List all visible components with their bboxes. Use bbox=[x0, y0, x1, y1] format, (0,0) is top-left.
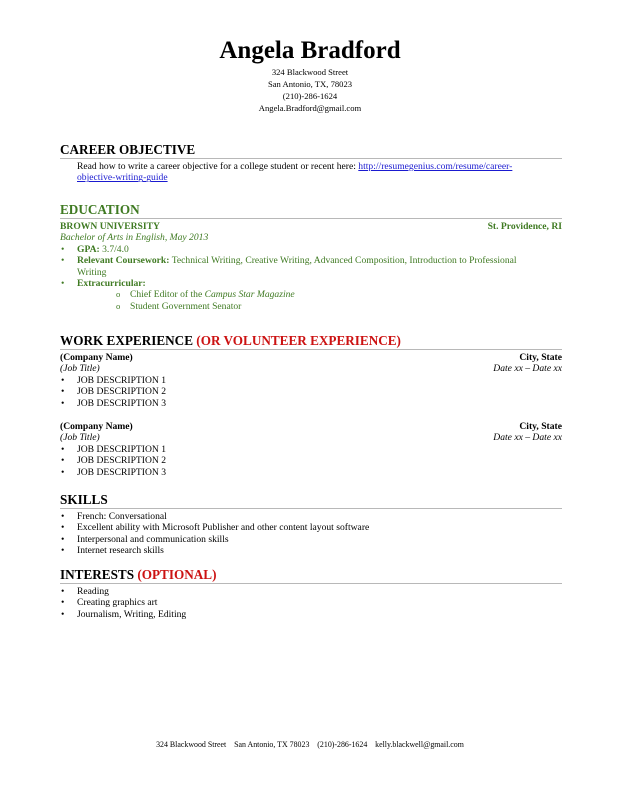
job-description-list bbox=[60, 444, 562, 478]
job-description-list bbox=[60, 375, 562, 409]
interests-heading-optional: (OPTIONAL) bbox=[137, 567, 217, 582]
footer-city: San Antonio, TX 78023 bbox=[234, 740, 310, 749]
job-title-row bbox=[60, 363, 562, 374]
job-description: • JOB DESCRIPTION 2 bbox=[60, 386, 562, 397]
education-section bbox=[60, 202, 562, 312]
skills-heading: SKILLS bbox=[60, 492, 562, 509]
coursework-label: Relevant Coursework: bbox=[77, 255, 170, 267]
interests-heading bbox=[60, 567, 562, 584]
job-description: • JOB DESCRIPTION 1 bbox=[60, 375, 562, 386]
header-email: Angela.Bradford@gmail.com bbox=[258, 103, 362, 113]
work-experience-section bbox=[60, 333, 562, 478]
job-company-row bbox=[60, 421, 562, 432]
footer-street: 324 Blackwood Street bbox=[156, 740, 227, 749]
education-heading: EDUCATION bbox=[60, 202, 562, 219]
work-heading-optional: (OR VOLUNTEER EXPERIENCE) bbox=[196, 333, 401, 348]
job-dates: Date xx – Date xx bbox=[493, 432, 562, 444]
job-title: (Job Title) bbox=[60, 432, 100, 444]
work-experience-heading bbox=[60, 333, 562, 350]
skill-item: • French: Conversational bbox=[60, 511, 562, 522]
coursework-text-cont: Writing bbox=[77, 266, 107, 278]
magazine-name: Campus Star Magazine bbox=[204, 289, 295, 301]
coursework-item bbox=[60, 255, 562, 278]
company-name: (Company Name) bbox=[60, 352, 133, 363]
interest-item: • Creating graphics art bbox=[60, 597, 562, 608]
degree-line: Bachelor of Arts in English, May 2013 bbox=[60, 232, 209, 244]
gpa-item bbox=[60, 244, 562, 255]
gpa-value: 3.7/4.0 bbox=[99, 243, 129, 255]
career-objective-text bbox=[60, 161, 562, 184]
school-location: St. Providence, RI bbox=[487, 221, 562, 232]
company-name: (Company Name) bbox=[60, 421, 133, 433]
skill-item: • Internet research skills bbox=[60, 545, 562, 556]
career-objective-intro: Read how to write a career objective for a college student or recent here: bbox=[77, 161, 359, 172]
header-city: San Antonio, TX, 78023 bbox=[267, 79, 353, 89]
resume-footer bbox=[0, 740, 620, 750]
job-dates: Date xx – Date xx bbox=[493, 363, 562, 375]
interests-list bbox=[60, 586, 562, 620]
education-school-row bbox=[60, 221, 562, 232]
school-name: BROWN UNIVERSITY bbox=[60, 221, 160, 232]
job-title-row bbox=[60, 432, 562, 443]
job-entry bbox=[60, 421, 562, 478]
career-objective-heading: CAREER OBJECTIVE bbox=[60, 142, 562, 159]
header-phone: (210)-286-1624 bbox=[282, 91, 338, 101]
skills-section bbox=[60, 492, 562, 557]
footer-email: kelly.blackwell@gmail.com bbox=[375, 740, 464, 749]
job-location: City, State bbox=[519, 352, 562, 363]
job-entry bbox=[60, 352, 562, 409]
job-description: • JOB DESCRIPTION 1 bbox=[60, 444, 562, 455]
skills-list bbox=[60, 511, 562, 557]
interest-item: • Reading bbox=[60, 586, 562, 597]
job-description: • JOB DESCRIPTION 3 bbox=[60, 467, 562, 478]
interests-section bbox=[60, 567, 562, 620]
applicant-name: Angela Bradford bbox=[219, 37, 401, 64]
job-title: (Job Title) bbox=[60, 363, 100, 375]
coursework-text: Technical Writing, Creative Writing, Advanced Composition, Introduction to Professional bbox=[169, 255, 517, 267]
education-list bbox=[60, 244, 562, 312]
resume-header bbox=[0, 36, 620, 114]
extracurricular-activity: o Student Government Senator bbox=[60, 301, 562, 312]
activity-prefix: Chief Editor of the bbox=[130, 289, 205, 301]
work-heading-main: WORK EXPERIENCE bbox=[60, 333, 197, 348]
job-description: • JOB DESCRIPTION 2 bbox=[60, 455, 562, 466]
header-street: 324 Blackwood Street bbox=[271, 67, 349, 77]
skill-item: • Excellent ability with Microsoft Publisher and other content layout software bbox=[60, 522, 562, 533]
extracurricular-label: Extracurricular: bbox=[77, 278, 146, 290]
footer-phone: (210)-286-1624 bbox=[317, 740, 368, 749]
career-objective-section bbox=[60, 142, 562, 184]
career-guide-link-cont[interactable]: objective-writing-guide bbox=[77, 172, 168, 184]
gpa-label: GPA: bbox=[77, 243, 100, 255]
job-description: • JOB DESCRIPTION 3 bbox=[60, 398, 562, 409]
extracurricular-activity bbox=[60, 289, 562, 300]
job-location: City, State bbox=[519, 421, 562, 433]
skill-item: • Interpersonal and communication skills bbox=[60, 534, 562, 545]
interest-item: • Journalism, Writing, Editing bbox=[60, 609, 562, 620]
career-guide-link[interactable]: http://resumegenius.com/resume/career- bbox=[358, 161, 513, 172]
extracurricular-list bbox=[60, 289, 562, 312]
interests-heading-main: INTERESTS bbox=[60, 567, 138, 582]
extracurricular-item bbox=[60, 278, 562, 312]
job-company-row bbox=[60, 352, 562, 363]
